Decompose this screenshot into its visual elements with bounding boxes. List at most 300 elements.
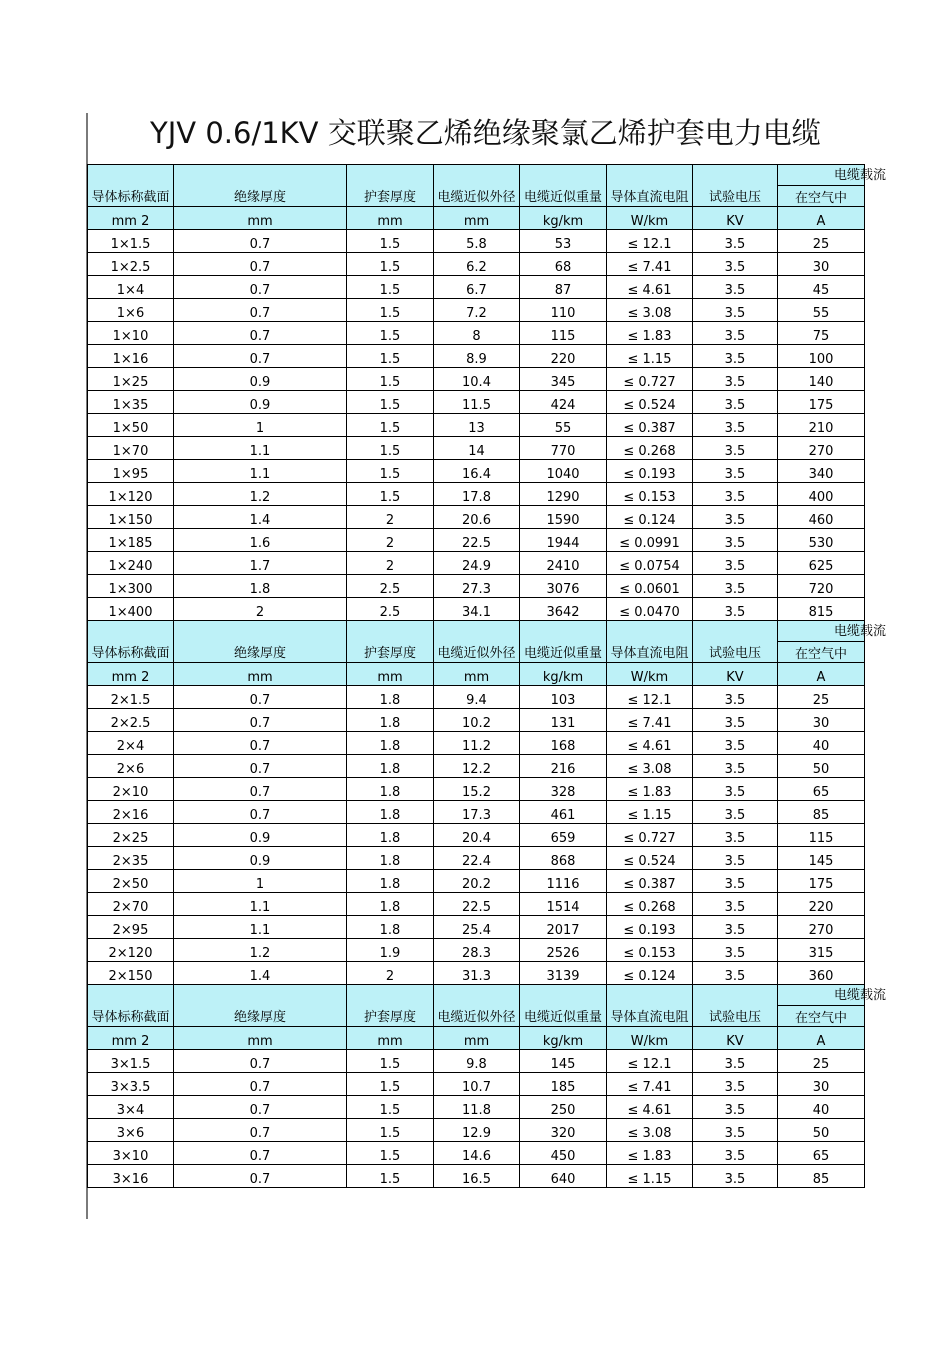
table-cell: 2 [174,598,347,621]
table-cell: 14.6 [434,1142,520,1165]
table-cell: 460 [778,506,865,529]
table-cell: 1×240 [88,552,174,575]
table-cell: 1×300 [88,575,174,598]
table-cell: 315 [778,939,865,962]
table-cell: 1.4 [174,506,347,529]
table-cell: 1.5 [347,276,434,299]
table-cell: 0.7 [174,1165,347,1188]
table-cell: 168 [520,732,607,755]
table-row [88,575,865,598]
table-cell: 1×120 [88,483,174,506]
table-cell: 115 [520,322,607,345]
table-row [88,939,865,962]
table-cell: 20.4 [434,824,520,847]
table-cell: 175 [778,391,865,414]
table-row [88,732,865,755]
table-row [88,437,865,460]
table-cell: 85 [778,1165,865,1188]
table-cell: 3.5 [693,1119,778,1142]
table-cell: ≤ 4.61 [607,276,693,299]
header-weight: 电缆近似重量 [520,621,607,663]
table-cell: 400 [778,483,865,506]
table-cell: 10.4 [434,368,520,391]
unit-cell: W/km [607,663,693,686]
table-cell: 145 [778,847,865,870]
table-cell: ≤ 4.61 [607,1096,693,1119]
table-cell: 34.1 [434,598,520,621]
header-current-air: 在空气中 [778,1006,865,1027]
table-cell: 3×1.5 [88,1050,174,1073]
table-cell: 1×4 [88,276,174,299]
table-cell: 1.5 [347,253,434,276]
table-cell: ≤ 1.83 [607,1142,693,1165]
table-row [88,893,865,916]
table-cell: 17.3 [434,801,520,824]
table-cell: 3.5 [693,529,778,552]
table-row [88,1119,865,1142]
table-cell: 3.5 [693,870,778,893]
table-cell: 2 [347,962,434,985]
table-cell: 103 [520,686,607,709]
table-cell: 1×150 [88,506,174,529]
table-cell: 25 [778,1050,865,1073]
header-current-group-label: 电缆载流 [833,168,886,183]
unit-cell: mm [347,1027,434,1050]
table-cell: 210 [778,414,865,437]
table-cell: 3.5 [693,506,778,529]
table-cell: 11.5 [434,391,520,414]
unit-cell: A [778,1027,865,1050]
table-cell: ≤ 0.0991 [607,529,693,552]
header-conductor: 导体标称截面 [88,165,174,207]
unit-cell: mm [434,1027,520,1050]
table-cell: ≤ 3.08 [607,299,693,322]
table-cell: 22.4 [434,847,520,870]
table-cell: 1×25 [88,368,174,391]
header-dc-resistance: 导体直流电阻 [607,165,693,207]
table-cell: 22.5 [434,893,520,916]
header-row [88,985,865,1006]
table-cell: 11.2 [434,732,520,755]
header-current-group-label: 电缆载流 [833,988,886,1003]
unit-cell: mm [174,1027,347,1050]
table-cell: 2 [347,506,434,529]
header-outer-diameter: 电缆近似外径 [434,985,520,1027]
header-insulation: 绝缘厚度 [174,165,347,207]
header-current-group-label: 电缆载流 [833,624,886,639]
table-cell: 30 [778,253,865,276]
table-cell: 220 [520,345,607,368]
header-current-group [778,621,886,642]
table-cell: 3.5 [693,552,778,575]
table-row [88,870,865,893]
table-cell: ≤ 7.41 [607,709,693,732]
table-cell: 1.5 [347,483,434,506]
table-row [88,276,865,299]
table-cell: 1.1 [174,893,347,916]
table-cell: 27.3 [434,575,520,598]
header-row [88,165,865,186]
table-cell: 2×6 [88,755,174,778]
table-cell: 1.6 [174,529,347,552]
table-row [88,847,865,870]
table-cell: 216 [520,755,607,778]
table-cell: 0.7 [174,801,347,824]
table-cell: 0.7 [174,230,347,253]
table-cell: 3.5 [693,1165,778,1188]
table-cell: 140 [778,368,865,391]
table-cell: 1.1 [174,916,347,939]
table-cell: 31.3 [434,962,520,985]
table-cell: 55 [520,414,607,437]
header-insulation: 绝缘厚度 [174,621,347,663]
table-cell: 2.5 [347,575,434,598]
table-cell: 0.7 [174,1142,347,1165]
table-cell: 0.7 [174,276,347,299]
table-cell: 3.5 [693,437,778,460]
units-row [88,207,865,230]
table-cell: 3642 [520,598,607,621]
table-cell: 2×10 [88,778,174,801]
table-cell: 3.5 [693,732,778,755]
table-row [88,230,865,253]
table-cell: ≤ 12.1 [607,686,693,709]
table-row [88,483,865,506]
table-row [88,414,865,437]
table-cell: 270 [778,916,865,939]
table-cell: 1×2.5 [88,253,174,276]
table-cell: 3.5 [693,686,778,709]
table-row [88,253,865,276]
table-cell: 3.5 [693,755,778,778]
table-cell: 1.5 [347,1073,434,1096]
header-current-air: 在空气中 [778,186,865,207]
table-row [88,916,865,939]
table-cell: 1514 [520,893,607,916]
table-cell: ≤ 0.0601 [607,575,693,598]
unit-cell: KV [693,1027,778,1050]
table-cell: 1.8 [347,778,434,801]
table-cell: 328 [520,778,607,801]
table-cell: ≤ 0.193 [607,460,693,483]
table-cell: 3.5 [693,368,778,391]
table-cell: 1.8 [347,755,434,778]
table-cell: 1.5 [347,368,434,391]
table-cell: 13 [434,414,520,437]
table-cell: 3.5 [693,893,778,916]
table-cell: 10.2 [434,709,520,732]
table-cell: 1.8 [347,847,434,870]
unit-cell: kg/km [520,1027,607,1050]
header-current-air: 在空气中 [778,642,865,663]
table-cell: 1.8 [347,732,434,755]
table-cell: 55 [778,299,865,322]
table-cell: 625 [778,552,865,575]
table-cell: 3.5 [693,847,778,870]
table-cell: ≤ 7.41 [607,1073,693,1096]
table-cell: 87 [520,276,607,299]
table-cell: 25.4 [434,916,520,939]
table-cell: 3.5 [693,778,778,801]
table-cell: 3.5 [693,1142,778,1165]
table-cell: ≤ 1.83 [607,778,693,801]
table-cell: 75 [778,322,865,345]
table-cell: 1040 [520,460,607,483]
table-cell: ≤ 1.15 [607,801,693,824]
table-cell: 3.5 [693,230,778,253]
table-cell: 14 [434,437,520,460]
table-cell: 1.8 [347,801,434,824]
table-cell: 2526 [520,939,607,962]
table-cell: ≤ 0.387 [607,414,693,437]
table-cell: 131 [520,709,607,732]
table-cell: 1.8 [347,824,434,847]
table-cell: 50 [778,1119,865,1142]
table-cell: 8 [434,322,520,345]
table-row [88,1096,865,1119]
table-cell: 68 [520,253,607,276]
table-cell: 3.5 [693,276,778,299]
table-cell: 0.7 [174,755,347,778]
header-conductor: 导体标称截面 [88,621,174,663]
table-cell: ≤ 12.1 [607,1050,693,1073]
table-cell: 1×70 [88,437,174,460]
table-cell: 1944 [520,529,607,552]
unit-cell: W/km [607,207,693,230]
table-cell: ≤ 0.727 [607,368,693,391]
table-cell: 0.7 [174,778,347,801]
table-cell: 1590 [520,506,607,529]
table-row [88,322,865,345]
table-cell: 1.5 [347,437,434,460]
table-cell: 3.5 [693,916,778,939]
table-row [88,709,865,732]
table-row [88,778,865,801]
table-cell: 0.7 [174,1119,347,1142]
table-cell: 3.5 [693,962,778,985]
table-row [88,686,865,709]
header-sheath: 护套厚度 [347,985,434,1027]
table-cell: 220 [778,893,865,916]
table-cell: 2×35 [88,847,174,870]
table-cell: 2×50 [88,870,174,893]
header-test-voltage: 试验电压 [693,621,778,663]
table-cell: 0.7 [174,1050,347,1073]
table-cell: 640 [520,1165,607,1188]
table-cell: 2 [347,529,434,552]
table-cell: 0.7 [174,686,347,709]
table-cell: 110 [520,299,607,322]
table-cell: 1.2 [174,483,347,506]
table-row [88,1165,865,1188]
table-cell: ≤ 0.268 [607,437,693,460]
table-cell: 1.5 [347,1119,434,1142]
table-cell: 3.5 [693,345,778,368]
header-sheath: 护套厚度 [347,165,434,207]
table-cell: 28.3 [434,939,520,962]
table-row [88,391,865,414]
table-cell: 1.5 [347,1165,434,1188]
table-cell: 175 [778,870,865,893]
table-cell: 0.7 [174,345,347,368]
table-cell: 868 [520,847,607,870]
table-cell: 360 [778,962,865,985]
table-row [88,299,865,322]
unit-cell: kg/km [520,207,607,230]
table-cell: 3.5 [693,253,778,276]
table-cell: 3.5 [693,322,778,345]
table-cell: ≤ 0.524 [607,847,693,870]
table-cell: 11.8 [434,1096,520,1119]
table-cell: 3×4 [88,1096,174,1119]
header-weight: 电缆近似重量 [520,165,607,207]
unit-cell: kg/km [520,663,607,686]
table-cell: 530 [778,529,865,552]
table-cell: 1×95 [88,460,174,483]
units-row [88,663,865,686]
unit-cell: mm [174,663,347,686]
table-cell: 25 [778,686,865,709]
table-cell: ≤ 0.193 [607,916,693,939]
header-weight: 电缆近似重量 [520,985,607,1027]
table-cell: ≤ 0.268 [607,893,693,916]
table-cell: 424 [520,391,607,414]
table-cell: 461 [520,801,607,824]
table-cell: 3.5 [693,575,778,598]
units-row [88,1027,865,1050]
header-current-group [778,165,886,186]
table-cell: 1.5 [347,299,434,322]
table-cell: ≤ 0.124 [607,962,693,985]
table-cell: 3×3.5 [88,1073,174,1096]
table-cell: 12.2 [434,755,520,778]
table-cell: ≤ 1.83 [607,322,693,345]
table-cell: 45 [778,276,865,299]
table-cell: 1.1 [174,437,347,460]
table-cell: 1×35 [88,391,174,414]
table-row [88,801,865,824]
table-cell: 1.8 [347,893,434,916]
table-cell: 25 [778,230,865,253]
unit-cell: KV [693,207,778,230]
table-cell: 3.5 [693,824,778,847]
table-cell: 1×10 [88,322,174,345]
table-row [88,368,865,391]
table-cell: ≤ 1.15 [607,345,693,368]
table-cell: 2 [347,552,434,575]
table-row [88,460,865,483]
header-sheath: 护套厚度 [347,621,434,663]
table-cell: 3076 [520,575,607,598]
table-cell: ≤ 0.524 [607,391,693,414]
table-cell: ≤ 3.08 [607,1119,693,1142]
table-cell: ≤ 0.0754 [607,552,693,575]
unit-cell: KV [693,663,778,686]
table-cell: 1.5 [347,414,434,437]
table-cell: 3.5 [693,1050,778,1073]
table-cell: 3×6 [88,1119,174,1142]
table-cell: 17.8 [434,483,520,506]
header-outer-diameter: 电缆近似外径 [434,165,520,207]
table-cell: 1290 [520,483,607,506]
header-dc-resistance: 导体直流电阻 [607,621,693,663]
table-cell: 1.5 [347,230,434,253]
table-cell: 2×1.5 [88,686,174,709]
table-cell: 145 [520,1050,607,1073]
table-cell: 450 [520,1142,607,1165]
table-cell: 1.4 [174,962,347,985]
table-cell: ≤ 0.153 [607,483,693,506]
table-row [88,824,865,847]
header-conductor: 导体标称截面 [88,985,174,1027]
table-cell: 1.5 [347,345,434,368]
table-cell: 2.5 [347,598,434,621]
table-cell: 2×4 [88,732,174,755]
table-cell: 2×95 [88,916,174,939]
table-cell: 1.5 [347,1050,434,1073]
table-cell: 12.9 [434,1119,520,1142]
table-cell: 15.2 [434,778,520,801]
table-cell: ≤ 0.387 [607,870,693,893]
cable-spec-table [87,164,886,1188]
unit-cell: mm [174,207,347,230]
table-cell: 1.1 [174,460,347,483]
table-cell: 1.2 [174,939,347,962]
table-cell: 0.7 [174,253,347,276]
table-cell: ≤ 0.124 [607,506,693,529]
table-cell: 3.5 [693,1096,778,1119]
table-cell: 3.5 [693,391,778,414]
table-cell: 1.5 [347,391,434,414]
table-cell: ≤ 7.41 [607,253,693,276]
table-cell: 1×1.5 [88,230,174,253]
table-cell: 1.8 [347,686,434,709]
unit-cell: W/km [607,1027,693,1050]
table-cell: 1.5 [347,322,434,345]
table-cell: 5.8 [434,230,520,253]
table-row [88,529,865,552]
table-cell: 115 [778,824,865,847]
header-row [88,621,865,642]
table-cell: 3.5 [693,598,778,621]
table-cell: 16.4 [434,460,520,483]
table-cell: ≤ 0.0470 [607,598,693,621]
table-cell: 0.7 [174,322,347,345]
table-cell: 1.8 [174,575,347,598]
table-cell: 2017 [520,916,607,939]
table-cell: 1.5 [347,1096,434,1119]
table-cell: 65 [778,1142,865,1165]
table-cell: 250 [520,1096,607,1119]
header-test-voltage: 试验电压 [693,985,778,1027]
table-cell: 3.5 [693,1073,778,1096]
table-cell: 3.5 [693,460,778,483]
table-row [88,1142,865,1165]
table-cell: 20.2 [434,870,520,893]
table-cell: 0.7 [174,732,347,755]
unit-cell: mm 2 [88,663,174,686]
unit-cell: mm 2 [88,207,174,230]
table-cell: 1.5 [347,460,434,483]
table-cell: 2×2.5 [88,709,174,732]
header-insulation: 绝缘厚度 [174,985,347,1027]
table-cell: 0.9 [174,391,347,414]
header-current-group [778,985,886,1006]
table-cell: 815 [778,598,865,621]
table-cell: 0.7 [174,299,347,322]
table-cell: 1.8 [347,870,434,893]
table-cell: 2×120 [88,939,174,962]
